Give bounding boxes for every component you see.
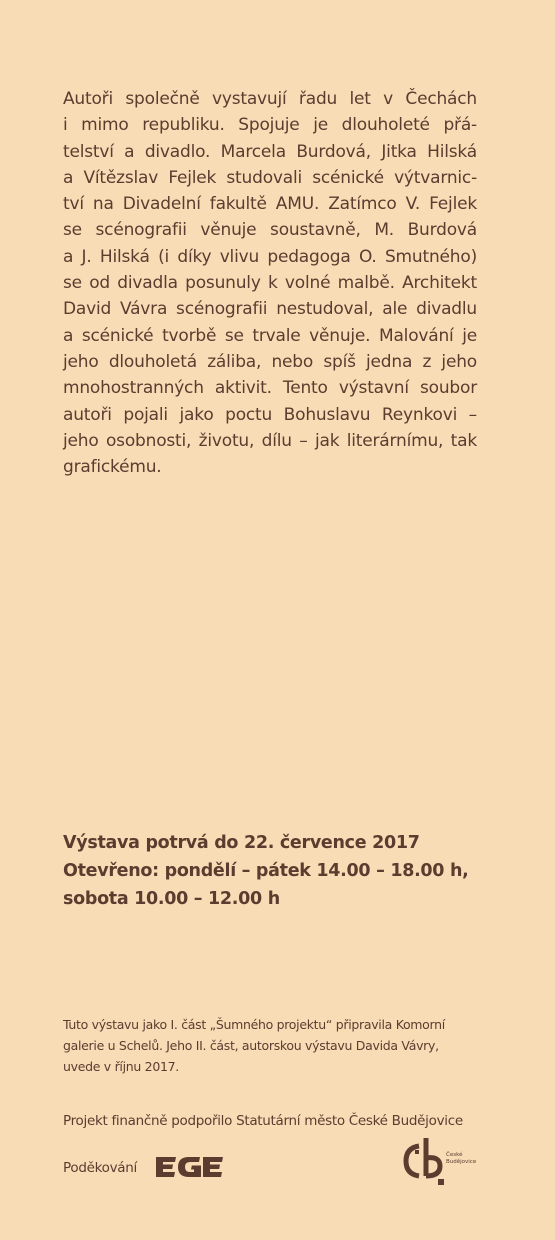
note-line: galerie u Schelů. Jeho II. část, autorskou výstavu Davida Vávry, xyxy=(63,1038,439,1053)
city-logo-text xyxy=(446,1152,476,1166)
intro-line: jeho osobnosti, životu, dílu – jak literárnímu, tak xyxy=(63,430,477,451)
intro-line: Autoři společně vystavují řadu let v Čechách xyxy=(63,89,477,109)
city-logo-line1: České xyxy=(446,1152,463,1158)
exhibition-end-date: Výstava potrvá do 22. července 2017 xyxy=(63,833,420,853)
city-logo-line2: Budějovice xyxy=(446,1159,477,1165)
project-note xyxy=(63,1014,479,1077)
note-line: Tuto výstavu jako I. část „Šumného projektu“ připravila Komorní xyxy=(63,1017,445,1032)
intro-line: a Vítězslav Fejlek studovali scénické výtvarnic- xyxy=(63,167,477,188)
intro-line: jeho dlouholetá záliba, nebo spíš jedna z jeho xyxy=(63,351,477,372)
note-line: uvede v říjnu 2017. xyxy=(63,1059,179,1074)
opening-hours xyxy=(63,829,503,913)
intro-line: a J. Hilská (i díky vlivu pedagoga O. Smutného) xyxy=(63,246,477,267)
thanks-label: Poděkování xyxy=(63,1160,137,1176)
intro-paragraph xyxy=(63,86,477,480)
funding-credit: Projekt finančně podpořilo Statutární město České Budějovice xyxy=(63,1113,463,1129)
weekday-hours: Otevřeno: pondělí – pátek 14.00 – 18.00 h, xyxy=(63,861,469,881)
intro-line: David Vávra scénografii nestudoval, ale divadlu xyxy=(63,299,477,320)
intro-line: a scénické tvorbě se trvale věnuje. Malování je xyxy=(63,325,477,346)
ege-logo xyxy=(154,1156,224,1178)
intro-line: se od divadla posunuly k volné malbě. Architekt xyxy=(63,273,477,294)
intro-line: tví na Divadelní fakultě AMU. Zatímco V. Fejlek xyxy=(63,194,477,215)
intro-line: grafickému. xyxy=(63,457,162,478)
intro-line: mnohostranných aktivit. Tento výstavní soubor xyxy=(63,378,477,399)
saturday-hours: sobota 10.00 – 12.00 h xyxy=(63,889,280,909)
intro-line: se scénografii věnuje soustavně, M. Burdová xyxy=(63,220,477,241)
intro-line: telství a divadlo. Marcela Burdová, Jitka Hilská xyxy=(63,141,477,162)
intro-line: autoři pojali jako poctu Bohuslavu Reynkovi – xyxy=(63,404,477,425)
intro-line: i mimo republiku. Spojuje je dlouholeté přá- xyxy=(63,115,477,136)
